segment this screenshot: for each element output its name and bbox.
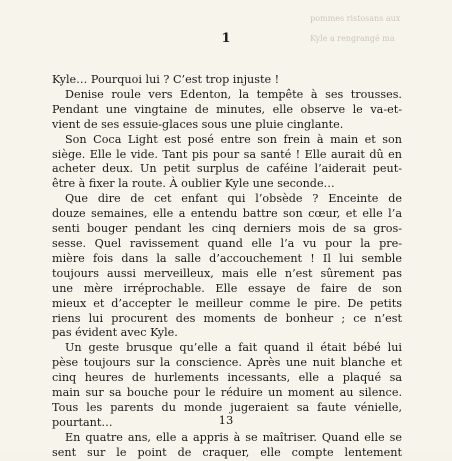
text-line: pas évident avec Kyle. bbox=[52, 326, 178, 340]
text-line: sesse. Quel ravissement quand elle l’a vu pour la pre- bbox=[52, 236, 402, 250]
chapter-number: 1 bbox=[221, 31, 231, 46]
text-line: toujours aussi merveilleux, mais elle n’est sûrement pas bbox=[52, 266, 402, 280]
bleed-through-text bbox=[300, 4, 440, 43]
text-line: douze semaines, elle a entendu battre son cœur, et elle l’a bbox=[52, 207, 402, 221]
text-line: main sur sa bouche pour le réduire un moment au silence. bbox=[52, 386, 402, 400]
text-line: En quatre ans, elle a appris à se maîtriser. Quand elle se bbox=[65, 430, 402, 444]
text-line: Denise roule vers Edenton, la tempête à ses trousses. bbox=[65, 87, 402, 101]
text-line: mieux et d’accepter le meilleur comme le pire. De petits bbox=[52, 296, 402, 310]
text-line: vient de ses essuie-glaces sous une pluie cinglante. bbox=[52, 117, 344, 131]
chapter-body bbox=[52, 73, 402, 461]
text-line: mière fois dans la salle d’accouchement ! Il lui semble bbox=[52, 251, 402, 265]
text-line: pèse toujours sur la conscience. Après une nuit blanche et bbox=[52, 356, 402, 370]
text-line: cinq heures de hurlements incessants, elle a plaqué sa bbox=[52, 371, 402, 385]
text-line: Tous les parents du monde jugeraient sa faute vénielle, bbox=[52, 400, 402, 414]
text-line: Son Coca Light est posé entre son frein à main et son bbox=[65, 132, 402, 146]
text-line: Que dire de cet enfant qui l’obsède ? Enceinte de bbox=[65, 192, 402, 206]
text-line: acheter deux. Un petit surplus de caféine l’aiderait peut- bbox=[52, 162, 402, 176]
bleed-line: Kyle a rengrangé ma bbox=[310, 34, 395, 43]
text-line: Un geste brusque qu’elle a fait quand il était bébé lui bbox=[65, 341, 402, 355]
text-line: senti bouger pendant les cinq derniers mois de sa gros- bbox=[52, 222, 402, 236]
page-number: 13 bbox=[218, 413, 234, 427]
bleed-line: pommes ristosans aux bbox=[310, 14, 401, 23]
text-line: pourtant… bbox=[52, 415, 113, 429]
text-line: siège. Elle le vide. Tant pis pour sa santé ! Elle aurait dû en bbox=[52, 147, 402, 161]
text-line: une mère irréprochable. Elle essaye de faire de son bbox=[52, 281, 402, 295]
text-line: être à fixer la route. À oublier Kyle une seconde… bbox=[52, 177, 335, 191]
text-line: sent sur le point de craquer, elle compte lentement bbox=[52, 445, 402, 459]
text-line: Pendant une vingtaine de minutes, elle observe le va-et- bbox=[52, 102, 402, 116]
text-line: riens lui procurent des moments de bonheur ; ce n’est bbox=[52, 311, 402, 325]
text-line: Kyle… Pourquoi lui ? C’est trop injuste ! bbox=[52, 73, 280, 86]
